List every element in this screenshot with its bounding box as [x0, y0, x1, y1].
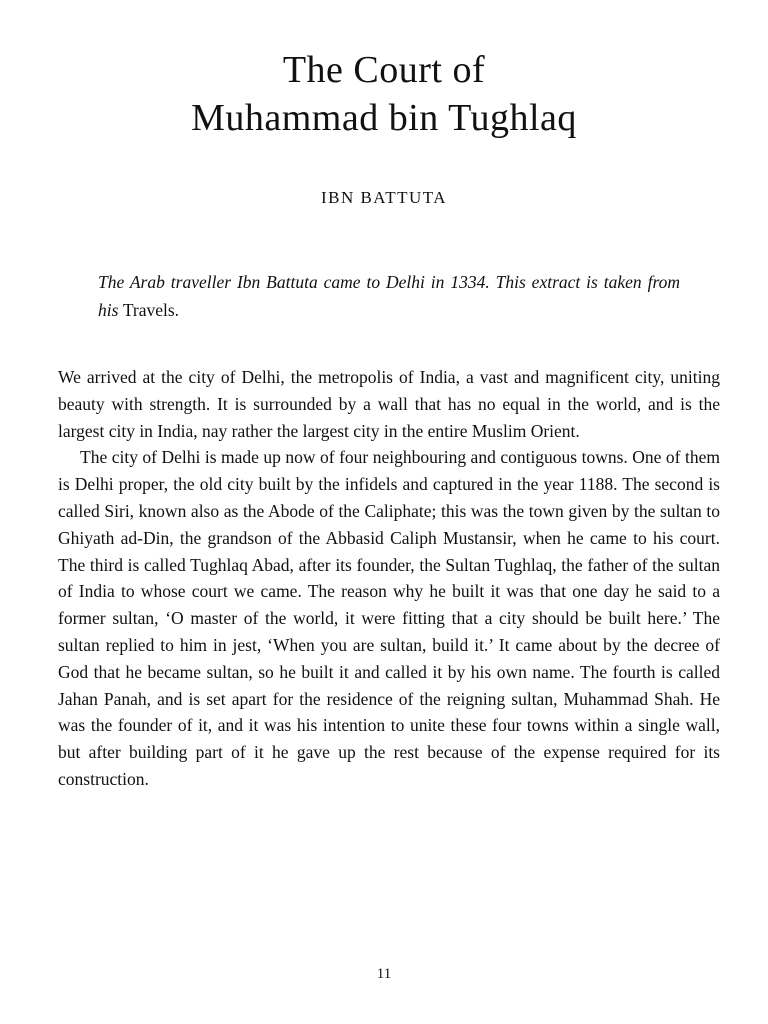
- body-text: [58, 364, 720, 793]
- page-number: 11: [376, 966, 392, 982]
- title-line-1: The Court of: [282, 49, 486, 91]
- paragraph-2: The city of Delhi is made up now of four neighbouring and contiguous towns. One of them is Delhi proper, the old city built by the infidels and captured in the year 1188. The second is called Siri, known also as the Abode of the Caliphate; this was the town given by the sultan to Ghiyath ad-Din, the grandson of the Abbasid Caliph Mustansir, when he came to his court. The third is called Tughlaq Abad, after its founder, the Sultan Tughlaq, the father of the sultan of India to whose court we came. The reason why he built it was that one day he said to a former sultan, ‘O master of the world, it were fitting that a city should be built here.’ The sultan replied to him in jest, ‘When you are sultan, build it.’ It came about by the decree of God that he became sultan, so he built it and called it by his own name. The fourth is called Jahan Panah, and is set apart for the residence of the reigning sultan, Muhammad Shah. He was the founder of it, and it was his intention to unite these four towns within a single wall, but after building part of it he gave up the rest because of the expense required for its construction.: [58, 447, 720, 789]
- intro-note: [98, 268, 680, 324]
- title-line-2: Muhammad bin Tughlaq: [191, 97, 577, 139]
- page-title: [0, 46, 768, 142]
- paragraph-1: We arrived at the city of Delhi, the metropolis of India, a vast and magnificent city, uniting beauty with strength. It is surrounded by a wall that has no equal in the world, and is the largest city in India, nay rather the largest city in the entire Muslim Orient.: [58, 367, 720, 441]
- intro-book-title: Travels.: [122, 300, 180, 320]
- author-name: IBN BATTUTA: [320, 188, 448, 207]
- intro-italic-text: The Arab traveller Ibn Battuta came to Delhi in 1334. This extract is taken from his: [98, 272, 680, 320]
